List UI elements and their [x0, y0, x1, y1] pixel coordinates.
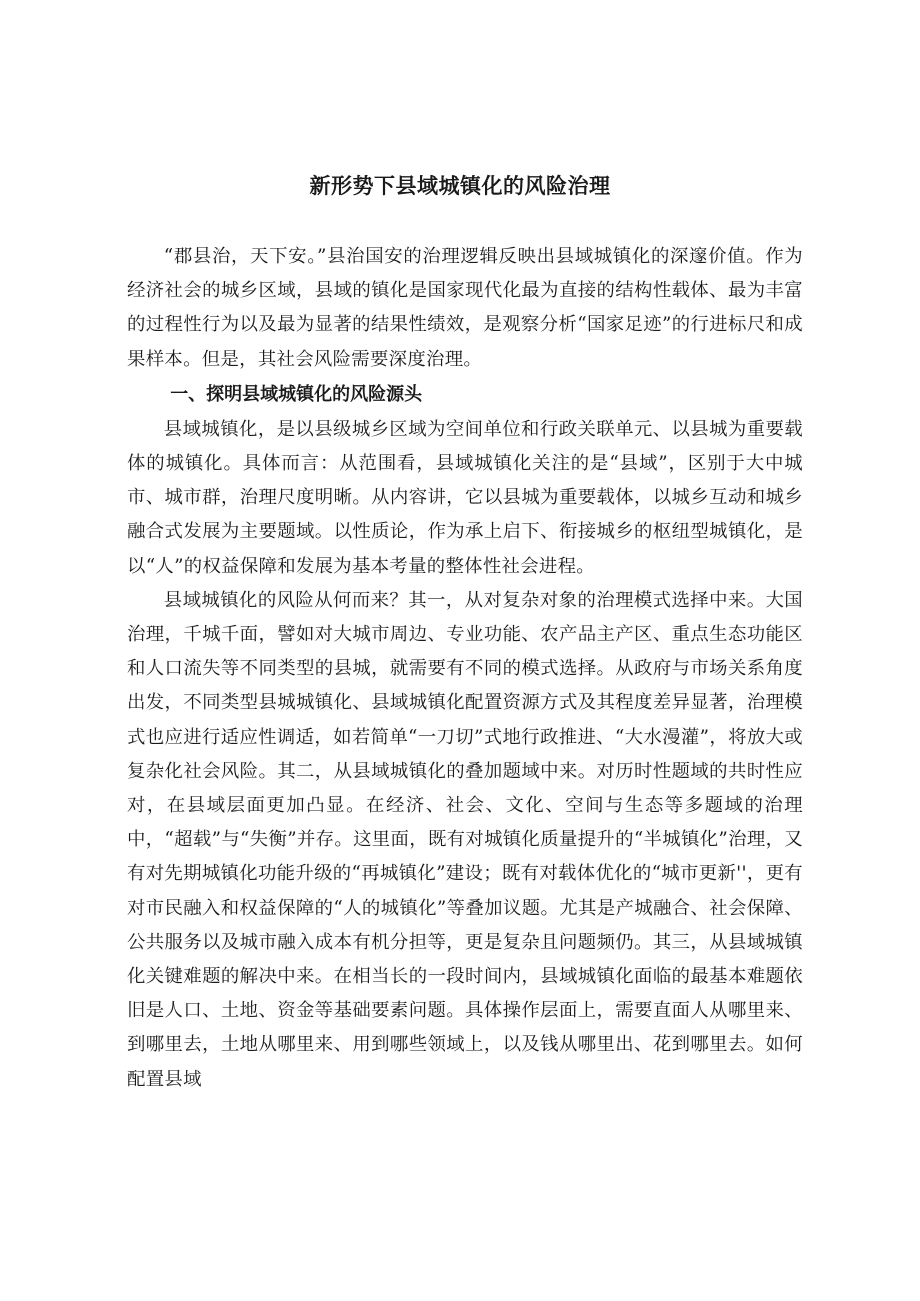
section-paragraph-2: 县域城镇化的风险从何而来？其一，从对复杂对象的治理模式选择中来。大国治理，千城千面，譬如对大城市周边、专业功能、农产品主产区、重点生态功能区和人口流失等不同类型的县城，就需要有不同的模式选择。从政府与市场关系角度出发，不同类型县城城镇化、县域城镇化配置资源方式及其程度差异显著，治理模式也应进行适应性调适，如若简单“一刀切”式地行政推进、“大水漫灌”，将放大或复杂化社会风险。其二，从县域城镇化的叠加题域中来。对历时性题域的共时性应对，在县域层面更加凸显。在经济、社会、文化、空间与生态等多题域的治理中，“超载”与“失衡”并存。这里面，既有对城镇化质量提升的“半城镇化”治理，又有对先期城镇化功能升级的“再城镇化”建设；既有对载体优化的“城市更新''，更有对市民融入和权益保障的“人的城镇化”等叠加议题。尤其是产城融合、社会保障、公共服务以及城市融入成本有机分担等，更是复杂且问题频仍。其三，从县域城镇化关键难题的解决中来。在相当长的一段时间内，县域城镇化面临的最基本难题依旧是人口、土地、资金等基础要素问题。具体操作层面上，需要直面人从哪里来、到哪里去，土地从哪里来、用到哪些领域上，以及钱从哪里出、花到哪里去。如何配置县域	[127, 589, 803, 1090]
section-paragraph-1: 县域城镇化，是以县级城乡区域为空间单位和行政关联单元、以县城为重要载体的城镇化。具体而言：从范围看，县域城镇化关注的是“县域”，区别于大中城市、城市群，治理尺度明晰。从内容讲，它以县城为重要载体，以城乡互动和城乡融合式发展为主要题域。以性质论，作为承上启下、衔接城乡的枢纽型城镇化，是以“人”的权益保障和发展为基本考量的整体性社会进程。	[127, 418, 803, 577]
intro-paragraph: “郡县治，天下安。”县治国安的治理逻辑反映出县域城镇化的深邃价值。作为经济社会的城乡区域，县域的镇化是国家现代化最为直接的结构性载体、最为丰富的过程性行为以及最为显著的结果性绩效，是观察分析“国家足迹”的行进标尺和成果样本。但是，其社会风险需要深度治理。	[127, 246, 803, 370]
document-title: 新形势下县域城镇化的风险治理	[309, 174, 611, 198]
document-body	[127, 240, 803, 1097]
section-heading: 一、探明县域城镇化的风险源头	[170, 383, 423, 405]
